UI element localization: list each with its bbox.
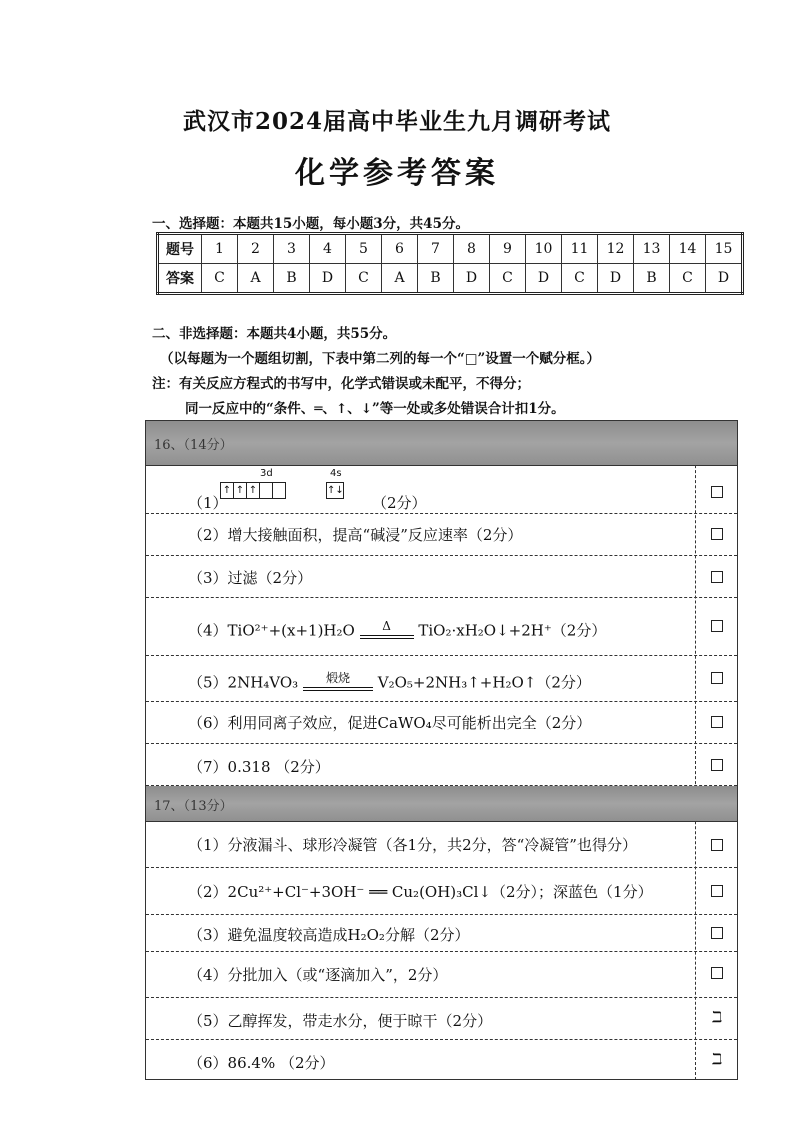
q16-header: 16、（14分）: [154, 438, 233, 453]
answer-key-title: 化学参考答案: [295, 156, 499, 191]
orbital-box: ↑↓: [327, 485, 344, 496]
scoring-checkbox[interactable]: [711, 885, 723, 897]
condition-calcine: 煅烧: [325, 671, 350, 685]
q16-a5-left: （5）2NH₄VO₃: [188, 673, 299, 692]
question-number: 10: [526, 234, 562, 264]
question-number: 4: [310, 234, 346, 264]
q17-answer-3: [146, 915, 737, 952]
question-number: 7: [418, 234, 454, 264]
label-4s: 4s: [330, 468, 342, 479]
question-number: 3: [274, 234, 310, 264]
q17-answer-1: [146, 822, 737, 868]
question-number: 12: [598, 234, 634, 264]
q16-answer-5: [146, 656, 737, 702]
q16-answer-2: [146, 514, 737, 556]
answer-cell: C: [202, 264, 238, 294]
q16-answer-7: [146, 744, 737, 786]
q16-a1-score: （2分）: [372, 494, 427, 512]
question-number: 6: [382, 234, 418, 264]
scoring-checkbox[interactable]: [711, 571, 723, 583]
orbital-4s: [326, 482, 344, 499]
q16-a7-text: （7）0.318 （2分）: [188, 758, 330, 776]
answer-cell: A: [238, 264, 274, 294]
q17-answer-6: [146, 1040, 737, 1079]
scoring-checkbox[interactable]: [711, 716, 723, 728]
question-number: 2: [238, 234, 274, 264]
equals-sign: [303, 687, 373, 691]
question-number-row: [158, 234, 743, 264]
q17-answer-2: [146, 868, 737, 915]
orbital-box: ↑: [234, 483, 247, 498]
answer-table: [156, 232, 744, 295]
scoring-bracket[interactable]: ℶ: [712, 1050, 723, 1068]
answer-cell: D: [310, 264, 346, 294]
answer-cell: B: [274, 264, 310, 294]
section2-heading: 二、非选择题：本题共4小题，共55分。: [152, 326, 397, 342]
q17-answer-4: [146, 952, 737, 998]
section2-note-2: 注：有关反应方程式的书写中，化学式错误或未配平，不得分；: [152, 376, 530, 392]
q16-answer-4: [146, 598, 737, 656]
q16-a1-prefix: （1）: [188, 494, 228, 512]
q16-header-band: [146, 421, 737, 466]
q16-a4-right: TiO₂·xH₂O↓+2H⁺（2分）: [418, 621, 607, 640]
question-number: 1: [202, 234, 238, 264]
q17-a4-text: （4）分批加入（或“逐滴加入”，2分）: [188, 966, 448, 984]
question-number: 15: [706, 234, 743, 264]
q17-a3-text: （3）避免温度较高造成H₂O₂分解（2分）: [188, 926, 470, 944]
scoring-checkbox[interactable]: [711, 759, 723, 771]
q16-a3-text: （3）过滤（2分）: [188, 569, 313, 587]
question-number: 11: [562, 234, 598, 264]
answer-cell: B: [634, 264, 670, 294]
scoring-checkbox[interactable]: [711, 528, 723, 540]
q17-a2-text: （2）2Cu²⁺+Cl⁻+3OH⁻ ══ Cu₂(OH)₃Cl↓（2分）；深蓝色（1分）: [188, 883, 653, 901]
answer-cell: D: [598, 264, 634, 294]
orbital-box: [260, 483, 273, 498]
label-3d: 3d: [260, 468, 273, 479]
section2-note-1: （以每题为一个题组切割，下表中第二列的每一个“□”设置一个赋分框。）: [160, 351, 601, 367]
reaction-condition: [360, 616, 414, 647]
question-number: 8: [454, 234, 490, 264]
answer-cell: C: [346, 264, 382, 294]
answer-cell: D: [706, 264, 743, 294]
question-number: 14: [670, 234, 706, 264]
answer-cell: D: [454, 264, 490, 294]
scoring-checkbox[interactable]: [711, 486, 723, 498]
q16-answer-1: [146, 466, 737, 514]
scoring-bracket[interactable]: ℶ: [712, 1008, 723, 1026]
answer-cell: C: [490, 264, 526, 294]
q16-answer-6: [146, 702, 737, 744]
answer-cell: D: [526, 264, 562, 294]
question-number: 13: [634, 234, 670, 264]
q17-a1-text: （1）分液漏斗、球形冷凝管（各1分，共2分，答“冷凝管”也得分）: [188, 836, 637, 854]
reaction-condition: [303, 668, 373, 699]
q16-a5-right: V₂O₅+2NH₃↑+H₂O↑（2分）: [377, 673, 591, 692]
q17-a5-text: （5）乙醇挥发，带走水分，便于晾干（2分）: [188, 1012, 493, 1030]
scoring-checkbox[interactable]: [711, 967, 723, 979]
section2-note-3: 同一反应中的“条件、═、↑、↓”等一处或多处错误合计扣1分。: [185, 401, 565, 417]
scoring-checkbox[interactable]: [711, 672, 723, 684]
scoring-checkbox[interactable]: [711, 927, 723, 939]
exam-title: 武汉市2024届高中毕业生九月调研考试: [182, 108, 611, 135]
q16-answer-3: [146, 556, 737, 598]
q17-header: 17、（13分）: [154, 799, 233, 814]
orbital-box: ↑: [221, 483, 234, 498]
q17-answer-5: [146, 998, 737, 1040]
orbital-3d: [220, 482, 286, 499]
condition-heat: Δ: [382, 619, 391, 633]
q16-a4-equation: [188, 616, 606, 647]
q16-a5-equation: [188, 668, 591, 699]
q16-a4-left: （4）TiO²⁺+(x+1)H₂O: [188, 621, 355, 640]
row-label-number: 题号: [158, 234, 202, 264]
orbital-box: [273, 483, 285, 498]
q17-a6-text: （6）86.4% （2分）: [188, 1054, 335, 1072]
equals-sign: [360, 635, 414, 639]
answer-cell: C: [670, 264, 706, 294]
answer-row: [158, 264, 743, 294]
answer-cell: C: [562, 264, 598, 294]
q16-a2-text: （2）增大接触面积，提高“碱浸”反应速率（2分）: [188, 526, 523, 544]
scoring-checkbox[interactable]: [711, 839, 723, 851]
orbital-box: ↑: [247, 483, 260, 498]
section1-heading: 一、选择题：本题共15小题，每小题3分，共45分。: [152, 216, 469, 232]
q16-a6-text: （6）利用同离子效应，促进CaWO₄尽可能析出完全（2分）: [188, 714, 592, 732]
question-number: 5: [346, 234, 382, 264]
answer-cell: A: [382, 264, 418, 294]
answer-cell: B: [418, 264, 454, 294]
scoring-checkbox[interactable]: [711, 620, 723, 632]
question-number: 9: [490, 234, 526, 264]
q17-header-band: [146, 786, 737, 822]
row-label-answer: 答案: [158, 264, 202, 294]
